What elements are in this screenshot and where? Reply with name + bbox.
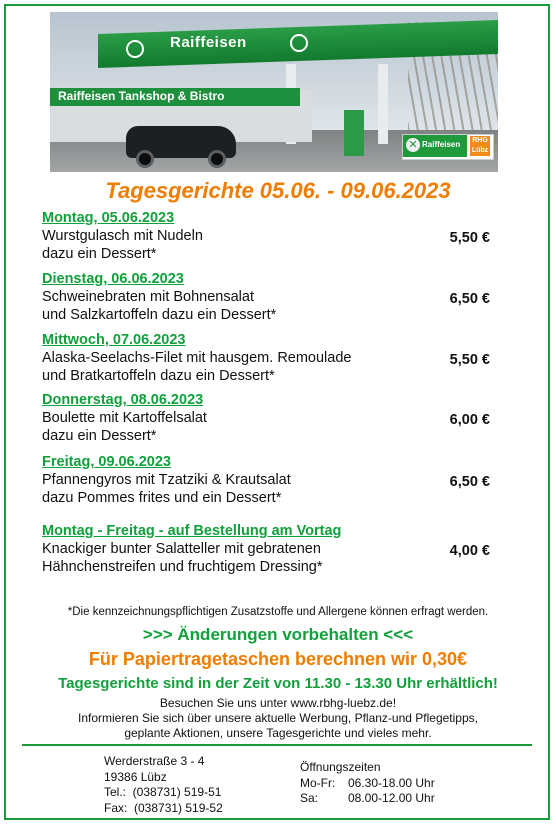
address-block — [104, 754, 223, 816]
dish-line: und Salzkartoffeln dazu ein Dessert* — [42, 307, 277, 323]
bag-fee-notice: Für Papiertragetaschen berechnen wir 0,30€ — [88, 649, 468, 669]
address-phone: Tel.: (038731) 519-51 — [104, 785, 222, 799]
dish-line: Boulette mit Kartoffelsalat — [42, 410, 207, 426]
day-heading: Freitag, 09.06.2023 — [42, 454, 171, 470]
raiffeisen-cross-icon: ✕ — [406, 138, 420, 152]
opening-hours — [300, 760, 435, 807]
opening-days: Sa: — [300, 791, 319, 805]
menu-day — [42, 454, 502, 507]
day-heading: Montag, 05.06.2023 — [42, 210, 175, 226]
opening-time: 06.30-18.00 Uhr — [348, 775, 435, 790]
opening-time: 08.00-12.00 Uhr — [348, 791, 435, 805]
menu-day — [42, 271, 502, 324]
serving-hours-notice: Tagesgerichte sind in der Zeit von 11.30 - 13.30 Uhr erhältlich! — [58, 675, 498, 692]
dish-price: 6,50 € — [449, 474, 490, 490]
menu-day — [42, 392, 502, 445]
car-wheel — [208, 150, 226, 168]
page-title: Tagesgerichte 05.06. - 09.06.2023 — [105, 178, 451, 203]
address-fax: Fax: (038731) 519-52 — [104, 800, 223, 815]
opening-row — [300, 791, 435, 807]
car-wheel — [136, 150, 154, 168]
address-city: 19386 Lübz — [104, 769, 167, 784]
dish-price: 4,00 € — [449, 543, 490, 559]
canopy-label: Raiffeisen — [170, 34, 247, 51]
dish-price: 5,50 € — [449, 230, 490, 246]
menu-day — [42, 332, 502, 385]
dish-line: Hähnchenstreifen und fruchtigem Dressing* — [42, 559, 323, 575]
day-heading: Donnerstag, 08.06.2023 — [42, 392, 204, 408]
canopy-logo-icon — [126, 40, 144, 58]
changes-notice: >>> Änderungen vorbehalten <<< — [142, 625, 414, 644]
day-heading: Dienstag, 06.06.2023 — [42, 271, 184, 287]
menu-day — [42, 210, 502, 263]
opening-heading: Öffnungszeiten — [300, 760, 381, 774]
opening-row — [300, 776, 435, 792]
opening-days: Mo-Fr: — [300, 775, 336, 790]
menu-day — [42, 523, 502, 576]
visit-line: geplante Aktionen, unsere Tagesgerichte und vieles mehr. — [124, 726, 432, 740]
divider — [22, 744, 532, 746]
day-heading: Montag - Freitag - auf Bestellung am Vortag — [42, 523, 342, 539]
address-street: Werderstraße 3 - 4 — [104, 754, 205, 768]
fuel-pump — [344, 110, 364, 156]
canopy-pillar — [378, 64, 388, 144]
raiffeisen-logo-text: Raiffeisen — [422, 140, 461, 149]
visit-line: Besuchen Sie uns unter www.rbhg-luebz.de! — [159, 696, 397, 710]
gas-station-photo — [50, 12, 498, 172]
dish-line: Alaska-Seelachs-Filet mit hausgem. Remoulade — [42, 350, 352, 366]
dish-line: dazu ein Dessert* — [42, 246, 157, 262]
dish-line: Knackiger bunter Salatteller mit gebratenen — [42, 541, 321, 557]
canopy-logo-icon — [290, 34, 308, 52]
dish-price: 6,50 € — [449, 291, 490, 307]
dish-price: 6,00 € — [449, 412, 490, 428]
dish-price: 5,50 € — [449, 352, 490, 368]
dish-line: dazu Pommes frites und ein Dessert* — [42, 490, 282, 506]
dish-line: Wurstgulasch mit Nudeln — [42, 228, 203, 244]
visit-info — [0, 696, 556, 741]
day-heading: Mittwoch, 07.06.2023 — [42, 332, 186, 348]
dish-line: Pfannengyros mit Tzatziki & Krautsalat — [42, 472, 291, 488]
visit-line: Informieren Sie sich über unsere aktuelle Werbung, Pflanz-und Pflegetipps, — [77, 711, 478, 725]
shop-sign-text: Raiffeisen Tankshop & Bistro — [58, 89, 225, 103]
dish-line: und Bratkartoffeln dazu ein Dessert* — [42, 368, 275, 384]
rhg-badge: RHG Lübz — [471, 137, 489, 154]
allergen-note: *Die kennzeichnungspflichtigen Zusatzstoffe und Allergene können erfragt werden. — [67, 606, 489, 618]
dish-line: Schweinebraten mit Bohnensalat — [42, 289, 254, 305]
dish-line: dazu ein Dessert* — [42, 428, 157, 444]
